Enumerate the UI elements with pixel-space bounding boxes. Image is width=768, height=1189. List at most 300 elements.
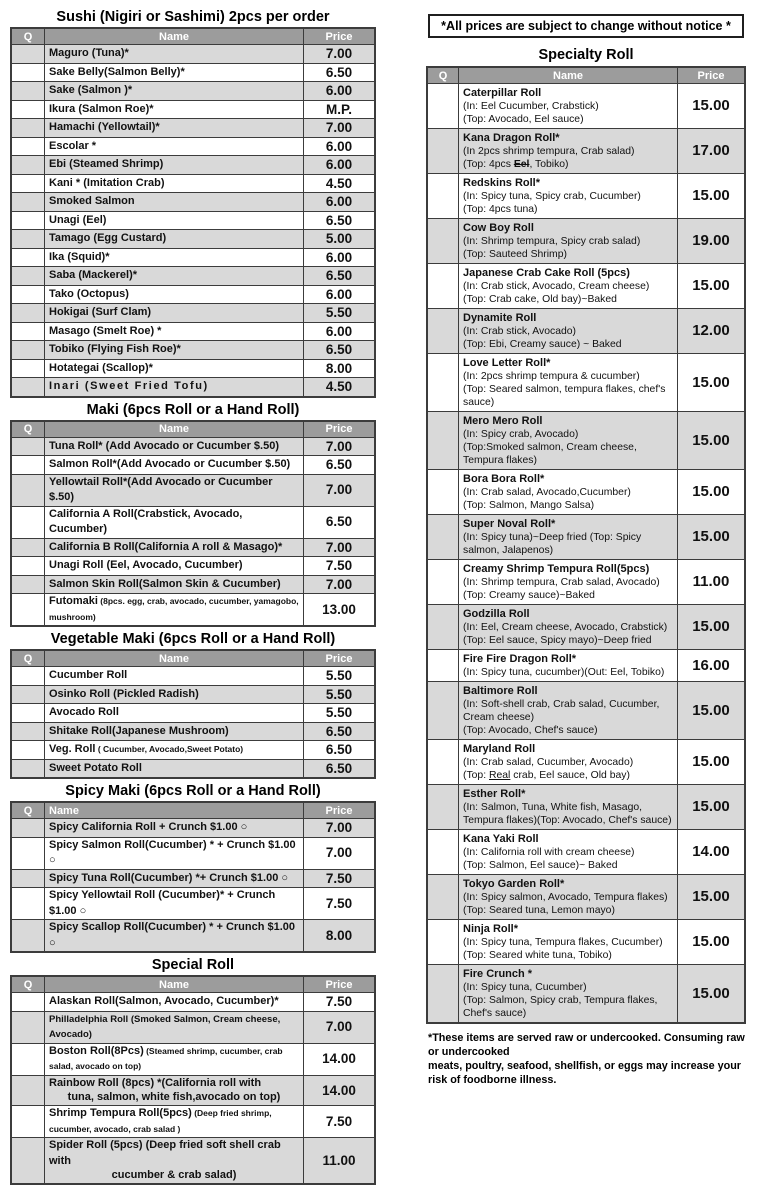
item-name-cell — [45, 1043, 304, 1075]
qty-column-header: Q — [11, 28, 45, 45]
section-title-specialty-roll: Specialty Roll — [538, 47, 634, 63]
item-name-cell — [45, 575, 304, 594]
menu-table — [10, 27, 376, 398]
item-name-cell — [459, 830, 678, 875]
table-row — [427, 682, 745, 740]
item-name-cell — [45, 137, 304, 156]
item-name-cell — [459, 84, 678, 129]
table-row — [11, 667, 375, 686]
qty-cell — [427, 920, 459, 965]
table-row — [11, 359, 375, 378]
table-row — [11, 230, 375, 249]
item-name-cell — [459, 219, 678, 264]
roll-detail-line: (In: Spicy salmon, Avocado, Tempura flakes) — [463, 892, 668, 903]
table-row — [11, 888, 375, 920]
qty-cell — [11, 211, 45, 230]
item-name-cell — [45, 100, 304, 119]
item-name-detail: (8pcs. egg, crab, avocado, cucumber, yamagobo, mushroom) — [49, 596, 299, 622]
roll-detail-line: (In: Spicy tuna, Tempura flakes, Cucumber) — [463, 937, 663, 948]
price-cell: 17.00 — [678, 129, 746, 174]
item-name-cell — [459, 309, 678, 354]
item-name-cell — [459, 515, 678, 560]
item-name-cell — [45, 837, 304, 869]
table-row — [11, 685, 375, 704]
roll-name: Love Letter Roll* — [463, 357, 551, 369]
table-row — [11, 1106, 375, 1138]
table-row — [11, 1011, 375, 1043]
qty-cell — [427, 830, 459, 875]
qty-cell — [11, 759, 45, 778]
roll-detail-line: (In: 2pcs shrimp tempura & cucumber) — [463, 371, 640, 382]
qty-cell — [11, 993, 45, 1012]
table-row — [11, 174, 375, 193]
roll-detail-line: (Top: Sauteed Shrimp) — [463, 249, 567, 260]
table-row — [11, 211, 375, 230]
menu-table — [426, 66, 746, 1024]
item-name-cell — [45, 359, 304, 378]
item-name-detail: (Deep fried shrimp, cucumber, avocado, crab salad ) — [49, 1108, 272, 1134]
roll-name: Redskins Roll* — [463, 177, 541, 189]
item-name-cell — [459, 264, 678, 309]
price-cell: 15.00 — [678, 515, 746, 560]
table-row — [427, 785, 745, 830]
item-name: Sake Belly(Salmon Belly)* — [49, 65, 185, 78]
price-cell: 5.50 — [304, 685, 376, 704]
qty-cell — [427, 682, 459, 740]
price-cell: 7.00 — [304, 437, 376, 456]
qty-cell — [11, 437, 45, 456]
item-name-cell — [45, 174, 304, 193]
roll-name: Cow Boy Roll — [463, 222, 534, 234]
qty-cell — [11, 174, 45, 193]
qty-cell — [11, 575, 45, 594]
price-cell: 15.00 — [678, 84, 746, 129]
item-name: Sake (Salmon )* — [49, 84, 133, 96]
price-column-header: Price — [304, 28, 376, 45]
menu-section — [10, 402, 376, 628]
price-cell: 6.00 — [304, 156, 376, 175]
item-name: Osinko Roll (Pickled Radish) — [49, 687, 199, 700]
roll-detail-line: (In: Spicy tuna, Cucumber) — [463, 982, 587, 993]
item-name: California A Roll(Crabstick, Avocado, Cucumber) — [49, 507, 243, 535]
table-row — [11, 575, 375, 594]
qty-cell — [11, 837, 45, 869]
qty-cell — [11, 378, 45, 397]
item-name: Spicy California Roll + Crunch $1.00 ○ — [49, 821, 248, 833]
price-cell: 4.50 — [304, 378, 376, 397]
item-name: Salmon Roll*(Add Avocado or Cucumber $.50) — [49, 458, 291, 470]
item-name-cell — [459, 354, 678, 412]
qty-cell — [427, 412, 459, 470]
table-row — [427, 219, 745, 264]
item-name-cell — [45, 741, 304, 760]
qty-cell — [11, 722, 45, 741]
section-title: Spicy Maki (6pcs Roll or a Hand Roll) — [65, 783, 321, 799]
menu-section — [10, 783, 376, 953]
price-cell: M.P. — [304, 100, 376, 119]
table-row — [11, 704, 375, 723]
table-row — [427, 920, 745, 965]
qty-cell — [11, 322, 45, 341]
section-title: Vegetable Maki (6pcs Roll or a Hand Roll) — [50, 631, 336, 647]
table-row — [427, 309, 745, 354]
item-name-cell — [45, 341, 304, 360]
roll-detail-line: (Top: Creamy sauce)~Baked — [463, 590, 595, 601]
item-name-cell — [459, 920, 678, 965]
price-cell: 6.00 — [304, 82, 376, 101]
menu-section — [10, 957, 376, 1185]
price-cell: 7.50 — [304, 888, 376, 920]
price-column-header: Price — [304, 976, 376, 993]
price-cell: 6.50 — [304, 456, 376, 475]
qty-cell — [11, 920, 45, 953]
price-cell: 6.50 — [304, 759, 376, 778]
price-cell: 7.50 — [304, 869, 376, 888]
qty-cell — [11, 1043, 45, 1075]
price-cell: 15.00 — [678, 354, 746, 412]
table-row — [11, 1138, 375, 1185]
roll-detail-line: (In: Shrimp tempura, Crab salad, Avocado) — [463, 577, 660, 588]
table-row — [11, 474, 375, 506]
item-name-cell — [459, 650, 678, 682]
table-row — [11, 285, 375, 304]
item-name: Philladelphia Roll (Smoked Salmon, Cream cheese, Avocado) — [49, 1013, 281, 1040]
item-name-cell — [45, 230, 304, 249]
roll-detail-line: (In: Spicy tuna)~Deep fried (Top: Spicy salmon, Jalapenos) — [463, 532, 642, 556]
price-column-header: Price — [678, 67, 746, 84]
qty-cell — [427, 740, 459, 785]
roll-detail-line: (In: Crab stick, Avocado, Cream cheese) — [463, 281, 650, 292]
qty-cell — [11, 100, 45, 119]
price-cell: 15.00 — [678, 920, 746, 965]
price-cell: 4.50 — [304, 174, 376, 193]
qty-cell — [11, 1075, 45, 1106]
table-header-row — [11, 650, 375, 667]
left-column — [10, 8, 376, 1189]
qty-cell — [427, 174, 459, 219]
table-row — [427, 470, 745, 515]
table-row — [11, 837, 375, 869]
item-name-cell — [45, 304, 304, 323]
name-column-header: Name — [459, 67, 678, 84]
price-cell: 7.00 — [304, 837, 376, 869]
roll-detail-line: (In: Crab salad, Cucumber, Avocado) — [463, 757, 634, 768]
item-name: Hokigai (Surf Clam) — [49, 306, 152, 318]
price-cell: 19.00 — [678, 219, 746, 264]
item-name: Rainbow Roll (8pcs) *(California roll with — [49, 1076, 262, 1089]
qty-cell — [11, 594, 45, 627]
table-row — [427, 830, 745, 875]
item-name-cell — [459, 470, 678, 515]
item-name-cell — [45, 267, 304, 286]
item-name-cell — [45, 437, 304, 456]
price-column-header: Price — [304, 802, 376, 819]
raw-food-disclaimer-line2: meats, poultry, seafood, shellfish, or eggs may increase your risk of foodborne illness. — [428, 1060, 742, 1086]
table-row — [11, 45, 375, 64]
roll-name: Creamy Shrimp Tempura Roll(5pcs) — [463, 563, 650, 575]
price-cell: 6.50 — [304, 341, 376, 360]
price-cell: 15.00 — [678, 682, 746, 740]
table-row — [11, 506, 375, 538]
price-cell: 12.00 — [678, 309, 746, 354]
item-name: Spicy Scallop Roll(Cucumber) * + Crunch $1.00 ○ — [49, 921, 296, 949]
item-name: Ikura (Salmon Roe)* — [49, 102, 154, 115]
table-row — [11, 741, 375, 760]
roll-detail-line: (Top: Seared white tuna, Tobiko) — [463, 950, 612, 961]
roll-detail-line: (Top:Smoked salmon, Cream cheese, Tempura flakes) — [463, 442, 637, 466]
item-name-cell — [45, 193, 304, 212]
price-cell: 7.00 — [304, 474, 376, 506]
price-cell: 7.50 — [304, 993, 376, 1012]
item-name: Masago (Smelt Roe) * — [49, 324, 162, 337]
item-name-detail: ( Cucumber, Avocado,Sweet Potato) — [95, 744, 244, 754]
qty-cell — [11, 557, 45, 576]
item-name-cell — [45, 82, 304, 101]
section-title: Maki (6pcs Roll or a Hand Roll) — [86, 401, 300, 418]
price-cell: 5.50 — [304, 667, 376, 686]
qty-column-header: Q — [11, 421, 45, 438]
roll-detail-line: (Top: Seared tuna, Lemon mayo) — [463, 905, 615, 916]
price-cell: 7.00 — [304, 119, 376, 138]
price-cell: 6.00 — [304, 193, 376, 212]
table-header-row — [11, 421, 375, 438]
table-row — [11, 267, 375, 286]
item-name: Unagi Roll (Eel, Avocado, Cucumber) — [49, 559, 243, 571]
roll-detail-line: (Top: Seared salmon, tempura flakes, chef's sauce) — [463, 384, 666, 408]
price-cell: 5.50 — [304, 704, 376, 723]
table-row — [427, 515, 745, 560]
table-row — [11, 456, 375, 475]
qty-cell — [11, 1011, 45, 1043]
table-row — [11, 557, 375, 576]
price-cell: 14.00 — [304, 1043, 376, 1075]
item-name-cell — [45, 869, 304, 888]
item-name: Inari (Sweet Fried Tofu) — [49, 380, 209, 392]
name-column-header: Name — [45, 421, 304, 438]
table-row — [11, 193, 375, 212]
item-name-cell — [45, 759, 304, 778]
menu-table — [10, 649, 376, 779]
item-name-detail: (Steamed shrimp, cucumber, crab salad, avocado on top) — [49, 1045, 283, 1071]
qty-cell — [11, 119, 45, 138]
marked-word: Eel — [513, 159, 530, 170]
price-cell: 6.50 — [304, 741, 376, 760]
item-name: Ebi (Steamed Shrimp) — [49, 158, 164, 170]
price-cell: 6.50 — [304, 63, 376, 82]
roll-name: Fire Crunch * — [463, 968, 533, 980]
item-name-cell — [45, 506, 304, 538]
table-header-row — [427, 67, 745, 84]
qty-cell — [11, 869, 45, 888]
item-name: Escolar * — [49, 139, 97, 152]
qty-cell — [11, 741, 45, 760]
price-cell: 15.00 — [678, 605, 746, 650]
price-cell: 11.00 — [678, 560, 746, 605]
table-row — [427, 560, 745, 605]
table-header-row — [11, 802, 375, 819]
raw-food-disclaimer-line1: *These items are served raw or undercooked. Consuming raw or undercooked — [428, 1032, 745, 1058]
roll-detail-line: (Top: 4pcs Eel, Tobiko) — [463, 159, 569, 170]
roll-detail-line: (In: Eel, Cream cheese, Avocado, Crabstick) — [463, 622, 668, 633]
item-name-cell — [45, 888, 304, 920]
item-name: Kani * (Imitation Crab) — [49, 176, 165, 189]
item-name-line2: tuna, salmon, white fish,avocado on top) — [67, 1091, 281, 1103]
roll-name: Tokyo Garden Roll* — [463, 878, 565, 890]
item-name: Smoked Salmon — [49, 195, 135, 207]
qty-cell — [11, 82, 45, 101]
item-name-cell — [45, 538, 304, 557]
name-column-header: Name — [45, 650, 304, 667]
table-row — [11, 304, 375, 323]
qty-cell — [11, 341, 45, 360]
item-name: Alaskan Roll(Salmon, Avocado, Cucumber)* — [49, 995, 279, 1007]
price-cell: 15.00 — [678, 875, 746, 920]
qty-cell — [11, 63, 45, 82]
roll-detail-line: (Top: Salmon, Mango Salsa) — [463, 500, 595, 511]
qty-cell — [11, 506, 45, 538]
qty-column-header: Q — [11, 976, 45, 993]
qty-cell — [427, 650, 459, 682]
roll-name: Mero Mero Roll — [463, 415, 543, 427]
qty-cell — [11, 704, 45, 723]
qty-column-header: Q — [427, 67, 459, 84]
item-name-cell — [45, 474, 304, 506]
qty-cell — [427, 605, 459, 650]
price-cell: 7.00 — [304, 819, 376, 838]
price-cell: 15.00 — [678, 264, 746, 309]
menu-table — [10, 801, 376, 953]
roll-detail-line: (In: Spicy tuna, Spicy crab, Cucumber) — [463, 191, 641, 202]
price-change-notice — [428, 14, 744, 38]
item-name: Shitake Roll(Japanese Mushroom) — [49, 724, 229, 737]
price-cell: 6.00 — [304, 322, 376, 341]
table-row — [427, 875, 745, 920]
roll-detail-line: (Top: Real crab, Eel sauce, Old bay) — [463, 770, 630, 781]
menu-section — [10, 9, 376, 398]
roll-name: Kana Yaki Roll — [463, 833, 539, 845]
item-name-cell — [45, 45, 304, 64]
item-name-cell — [45, 378, 304, 397]
item-name-cell — [45, 119, 304, 138]
table-row — [11, 993, 375, 1012]
roll-detail-line: (In: Eel Cucumber, Crabstick) — [463, 101, 599, 112]
price-column-header: Price — [304, 650, 376, 667]
price-cell: 11.00 — [304, 1138, 376, 1185]
qty-cell — [427, 515, 459, 560]
qty-cell — [427, 264, 459, 309]
roll-name: Esther Roll* — [463, 788, 526, 800]
item-name-cell — [45, 1075, 304, 1106]
item-name-cell — [459, 740, 678, 785]
section-title: Sushi (Nigiri or Sashimi) 2pcs per order — [56, 9, 330, 25]
item-name-line2: cucumber & crab salad) — [111, 1169, 237, 1181]
item-name-cell — [45, 993, 304, 1012]
roll-detail-line: (Top: Salmon, Spicy crab, Tempura flakes, Chef's sauce) — [463, 995, 658, 1019]
qty-cell — [11, 285, 45, 304]
roll-detail-line: (In: Crab salad, Avocado,Cucumber) — [463, 487, 631, 498]
table-row — [427, 605, 745, 650]
item-name-cell — [45, 156, 304, 175]
roll-detail-line: (In: Soft-shell crab, Crab salad, Cucumber, Cream cheese) — [463, 699, 660, 723]
item-name: Shrimp Tempura Roll(5pcs) — [49, 1107, 192, 1119]
price-cell: 15.00 — [678, 470, 746, 515]
price-cell: 5.00 — [304, 230, 376, 249]
price-cell: 15.00 — [678, 965, 746, 1024]
table-row — [11, 322, 375, 341]
qty-cell — [11, 685, 45, 704]
price-cell: 15.00 — [678, 785, 746, 830]
item-name-cell — [459, 129, 678, 174]
name-column-header: Name — [45, 28, 304, 45]
roll-name: Fire Fire Dragon Roll* — [463, 653, 577, 665]
item-name-cell — [45, 1106, 304, 1138]
price-cell: 6.00 — [304, 137, 376, 156]
price-cell: 6.00 — [304, 285, 376, 304]
table-row — [11, 248, 375, 267]
price-cell: 5.50 — [304, 304, 376, 323]
price-cell: 6.50 — [304, 211, 376, 230]
item-name-cell — [45, 211, 304, 230]
item-name-cell — [459, 174, 678, 219]
qty-cell — [11, 456, 45, 475]
table-header-row — [11, 28, 375, 45]
item-name-cell — [45, 285, 304, 304]
price-cell: 14.00 — [678, 830, 746, 875]
menu-table — [10, 420, 376, 628]
table-row — [11, 341, 375, 360]
item-name: Ika (Squid)* — [49, 250, 110, 263]
table-row — [11, 1043, 375, 1075]
roll-name: Bora Bora Roll* — [463, 473, 545, 485]
price-cell: 15.00 — [678, 412, 746, 470]
item-name-cell — [459, 412, 678, 470]
item-name: California B Roll(California A roll & Masago)* — [49, 540, 283, 553]
price-cell: 7.50 — [304, 557, 376, 576]
table-row — [427, 740, 745, 785]
price-change-notice-text: *All prices are subject to change without notice * — [441, 19, 731, 33]
qty-cell — [427, 875, 459, 920]
table-row — [11, 82, 375, 101]
table-row — [427, 354, 745, 412]
roll-detail-line: (In 2pcs shrimp tempura, Crab salad) — [463, 146, 635, 157]
qty-cell — [11, 888, 45, 920]
qty-cell — [11, 156, 45, 175]
menu-table — [10, 975, 376, 1185]
price-cell: 7.00 — [304, 45, 376, 64]
price-cell: 15.00 — [678, 174, 746, 219]
roll-name: Caterpillar Roll — [463, 87, 542, 99]
roll-detail-line: (In: Spicy crab, Avocado) — [463, 429, 579, 440]
item-name-cell — [45, 594, 304, 627]
table-row — [11, 437, 375, 456]
item-name: Boston Roll(8Pcs) — [49, 1044, 144, 1057]
table-row — [427, 264, 745, 309]
qty-cell — [11, 538, 45, 557]
table-header-row — [11, 976, 375, 993]
qty-cell — [11, 248, 45, 267]
qty-cell — [11, 667, 45, 686]
item-name-cell — [45, 667, 304, 686]
qty-cell — [427, 84, 459, 129]
price-cell: 16.00 — [678, 650, 746, 682]
price-cell: 6.00 — [304, 248, 376, 267]
qty-column-header: Q — [11, 802, 45, 819]
qty-cell — [11, 267, 45, 286]
item-name-cell — [459, 560, 678, 605]
item-name: Saba (Mackerel)* — [49, 269, 138, 281]
roll-name: Godzilla Roll — [463, 608, 530, 620]
name-column-header: Name — [45, 802, 304, 819]
